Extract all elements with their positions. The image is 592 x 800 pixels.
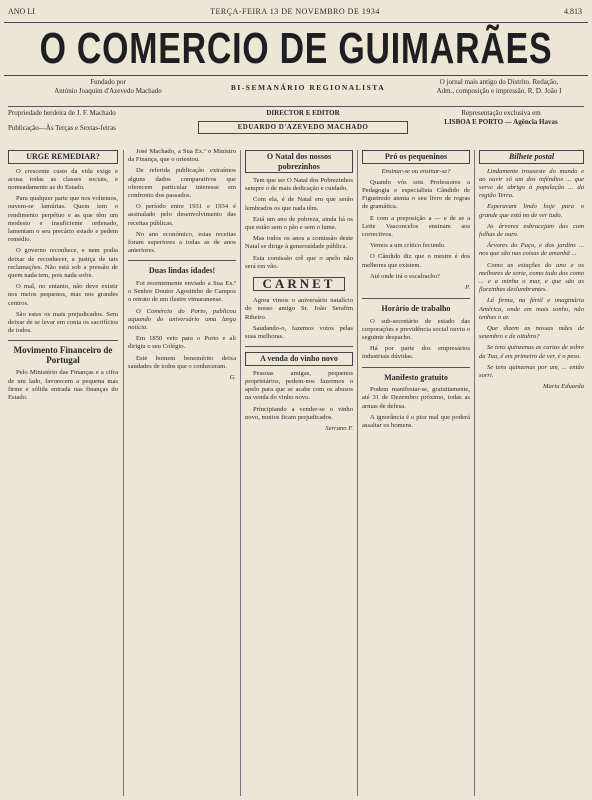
carnet-heading: CARNET — [253, 277, 345, 291]
column-1 — [8, 148, 118, 796]
director-label: DIRECTOR E EDITOR — [266, 109, 340, 117]
signature: Maria Eduarda — [543, 383, 584, 391]
paragraph: Este homem benemérito deixa saudades de todos que o conheceram. — [128, 354, 236, 370]
rep-cities: LISBOA E PORTO — Agência Havas — [444, 118, 558, 126]
representation-block — [418, 109, 584, 127]
article-heading: O Natal dos nossos pobrezinhos — [245, 150, 353, 173]
article-heading: Duas lindas idades! — [148, 266, 216, 276]
oldest-line-2: Adm., composição e impressão, R. D. João I — [436, 86, 562, 95]
oldest-block — [414, 78, 584, 95]
paragraph: Se tens quinzenas as cartas de sobre da Tua, é em primeiro de ver, é o peso. — [479, 344, 584, 360]
paragraph: O governo reconhece, e nem podia deixar de reconhecer, a justiça de tais reclamações. Não está sob a pressão de quem nada tem, pois nada sofre. — [8, 247, 118, 279]
oldest-line-1: O jornal mais antigo do Distrito. Redação, — [439, 78, 559, 86]
paragraph: José Machado, a Sua Ex.ª o Ministro da Finança, que o orientou. — [128, 148, 236, 164]
paragraph: Tem que ser O Natal dos Pobrezinhos sempre o de mais dedicação e cuidado. — [245, 177, 353, 193]
paragraph: Ensinar-se ou ensinar-se? — [381, 167, 451, 175]
paragraph: Pessoas amigas, pequenos proprietários, pedem-nos fazermos o apelo para que se acabe com os abusos na venda do vinho novo. — [245, 369, 353, 402]
paragraph: O sub-secretário de estado das corporações e previdência social ouviu o seguinte despacho. — [362, 317, 470, 342]
paragraph: De referida publicação extraímos alguns dados comparativos que oferecem particular interesse em confronto dos passados. — [128, 167, 236, 200]
top-bar — [8, 2, 582, 16]
paragraph: Saudando-o, fazemos votos pelas suas melhoras. — [245, 324, 353, 341]
paragraph: E com a preposição a — e de se a Leite Vasconcelos ensinam aos correctivos. — [362, 214, 470, 238]
column-4 — [362, 148, 470, 796]
signature: P. — [465, 283, 470, 291]
divider — [245, 346, 353, 347]
newspaper-title: O COMERCIO DE GUIMARÃES — [39, 24, 553, 73]
article-heading: Manifesto gratuito — [384, 372, 448, 382]
paragraph: A ignorância é o pior mal que poderá assaltar os homens. — [362, 413, 470, 429]
paragraph: O período entre 1931 e 1934 é assinalado pelo desenvolvimento das receitas públicas. — [128, 203, 236, 227]
column-divider — [357, 150, 358, 796]
published-text: Publicação—Às Terças e Sextas-feiras — [8, 124, 117, 132]
paragraph: Que dizem as nossas mães de setembro e de oitubro? — [479, 324, 584, 341]
paragraph: Foi recentemente enviado a Sua Ex.ª o Senhor Doutor Agostinho de Campos o retrato de um ilustre vimaranense. — [128, 279, 236, 304]
paragraph: O crescente custo da vida exige e acusa todas as classes sociais, e nomeadamente as do Estado. — [8, 167, 118, 191]
director-block — [198, 109, 408, 134]
masthead — [4, 22, 588, 76]
paragraph: Esta comissão crê que o apelo não será em vão. — [245, 254, 353, 270]
paragraph: Em 1850 veio para o Porto e ali dirigiu o seu Colégio. — [128, 335, 236, 351]
owner-block — [8, 109, 188, 133]
signature: Serrano F. — [325, 424, 353, 432]
paragraph: Está um ano de pobreza, ainda há os que estão sem o pão e sem o lume. — [245, 215, 353, 232]
column-divider — [240, 150, 241, 796]
founder-name: António Joaquim d'Azevedo Machado — [54, 86, 162, 95]
founded-by-label: Fundado por — [90, 78, 126, 86]
year-label: ANO LI — [8, 7, 35, 16]
signature: G. — [229, 373, 236, 381]
divider — [8, 340, 118, 341]
paragraph: Se tens quinzenas por um, ... então sorri. — [479, 363, 584, 379]
paragraph: Podem manifestar-se, gratuitamente, até 31 de Dezembro próximo, todas as armas de defesa. — [362, 386, 470, 410]
paragraph: Até onde irá o escalracho? — [370, 272, 440, 280]
paragraph: Mas todos os anos a comissão deste Natal se dirige à generosidade pública. — [245, 235, 353, 251]
paragraph: O mal, no entanto, não deve existir nos meios pequenos, mas nos grandes centros. — [8, 283, 118, 307]
paragraph: Como as estações do ano e os melhores de sorte, como tudo dos como ... e a minha o mar, e que são as florzinhas deslumbrantes. — [479, 261, 584, 294]
article-heading: Movimento Financeiro de Portugal — [13, 345, 113, 365]
paragraph: Agora vimos o aniversário natalício do nosso amigo Sr. João Serafim Ribeiro. — [245, 297, 353, 321]
article-heading: Bilhete postal — [479, 150, 584, 164]
paragraph: Quando vós sois Professores a Pedagogia e especialista Cândido de Figueiredo atenta o seu livro de regras de gramática. — [362, 178, 470, 211]
paragraph: Há por parte dos empresários industriais dúvidas. — [362, 345, 470, 361]
article-heading: Pró os pequeninos — [362, 150, 470, 164]
issue-date: TERÇA-FEIRA 13 DE NOVEMBRO DE 1934 — [210, 7, 380, 16]
director-name: EDUARDO D'AZEVEDO MACHADO — [198, 121, 408, 134]
paragraph: Pelo Ministério das Finanças e a cifra de um lado, favorecem a pequena mas firme e sólida entrada nas finanças do Estado. — [8, 369, 118, 401]
divider — [362, 367, 470, 368]
paragraph: São estes os mais prejudicados. Sem deixar de se levar em conta os sacrifícios de todos. — [8, 310, 118, 335]
subtitle: BI-SEMANÁRIO REGIONALISTA — [230, 83, 386, 92]
founder-block — [38, 78, 178, 95]
info-bar — [8, 106, 584, 147]
divider — [362, 298, 470, 299]
article-heading: URGE REMEDIAR? — [8, 150, 118, 164]
rep-agency: Agência Havas — [513, 118, 558, 126]
rep-cities-text: LISBOA E PORTO — [444, 118, 504, 126]
paragraph: Árvores do Paço, e dos jardins ... nos que são nas coisas de amanhã ... — [479, 242, 584, 258]
paragraph: O Cândido diz que o mestre é dos melhores que existem. — [362, 253, 470, 269]
column-divider — [123, 150, 124, 796]
paragraph: As árvores esbracejam das com folhas de ouro. — [479, 222, 584, 238]
column-3 — [245, 148, 353, 796]
article-heading: Horário de trabalho — [381, 304, 451, 314]
article-heading: A venda do vinho novo — [245, 352, 353, 366]
paragraph: Lá firma, na fértil e imaginária América, onde em mais sonho, não tenhas o ar. — [479, 297, 584, 321]
subheader — [8, 78, 584, 104]
column-2 — [128, 148, 236, 796]
paragraph: Para qualquer parte que nos voltemos, ouvem-se lamúrias. Quem tem o rendimento perpétuo e as que têm um modesto e insuficiente ordenado, lamentam o seu precário estado e pedem remédio. — [8, 195, 118, 244]
column-5 — [479, 148, 584, 796]
paragraph: O Comércio do Porto, publicou aquando do aniversário uma larga notícia. — [128, 307, 236, 331]
paragraph: Principiando a vender-se o vinho novo, muitos ficam prejudicados. — [245, 405, 353, 421]
owner-text: Propriedade herdeira de J. F. Machado — [8, 109, 116, 117]
rep-text: Representação exclusiva em — [461, 109, 541, 117]
paragraph: Lindamente trouxeste do mundo e ao ouvir só um dos inféndios ... que serve de abrigo à população ... da região Terra. — [479, 167, 584, 200]
paragraph: No ano económico, estas receitas foram superiores a todas as de anos anteriores. — [128, 230, 236, 255]
paragraph: Esperavam lindo hoje para o grande que está no de ver tudo. — [479, 203, 584, 219]
issue-number: 4.813 — [564, 7, 582, 16]
column-divider — [474, 150, 475, 796]
paragraph: Vemos a um crítico fecundo. — [370, 242, 446, 250]
paragraph: Com ela, é de Natal em que serão lembrados os que nada têm. — [245, 196, 353, 212]
divider — [128, 260, 236, 261]
